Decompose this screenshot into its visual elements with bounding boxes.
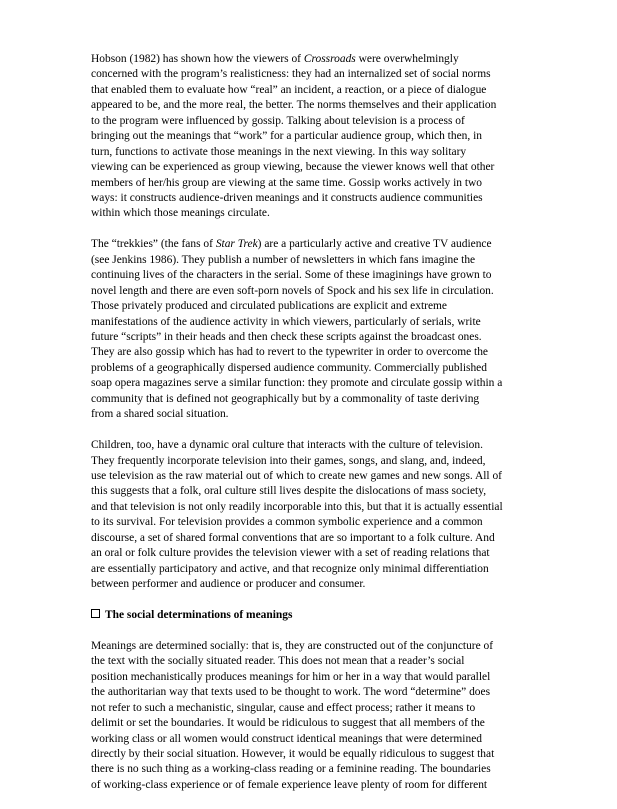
text-run: between performer and audience or producer and consumer. xyxy=(91,578,366,590)
text-line xyxy=(91,562,531,577)
text-run: Meanings are determined socially: that is, they are constructed out of the conjuncture of xyxy=(91,639,494,652)
text-line xyxy=(91,577,531,592)
text-run: ways: it constructs audience-driven meanings and it constructs audience communities xyxy=(91,191,483,204)
paragraph xyxy=(91,237,531,422)
text-line xyxy=(91,237,531,252)
text-line xyxy=(91,160,531,175)
text-run: Children, too, have a dynamic oral culture that interacts with the culture of television. xyxy=(91,439,483,452)
text-run: within which those meanings circulate. xyxy=(91,207,270,220)
text-run: They frequently incorporate television into their games, songs, and slang, and, indeed, xyxy=(91,454,486,467)
text-line xyxy=(91,469,531,484)
text-run: novel length and there are even soft-porn novels of Spock and his sex life in circulation. xyxy=(91,284,494,297)
text-line xyxy=(91,191,531,206)
text-run: are essentially participatory and active, and that recognize only minimal differentiation xyxy=(91,562,489,575)
text-run: were overwhelmingly xyxy=(355,53,459,65)
text-line xyxy=(91,129,531,144)
text-run: discourse, a set of shared formal conventions that are so important to a folk culture. And xyxy=(91,531,495,544)
text-run: to the program were influenced by gossip. Talking about television is a process of xyxy=(91,114,465,127)
italic-title: Crossroads xyxy=(303,53,356,65)
text-line xyxy=(91,515,531,530)
text-run: (see Jenkins 1986). They publish a number of newsletters in which fans imagine the xyxy=(91,253,476,266)
text-run: delimit or set the boundaries. It would be ridiculous to suggest that all members of the xyxy=(91,717,485,730)
text-run: manifestations of the audience activity in which viewers, particularly of serials, write xyxy=(91,315,481,328)
text-line xyxy=(91,639,531,654)
text-run: and that television is not only readily incorporable into this, but that it is actually essential xyxy=(91,500,503,513)
text-line xyxy=(91,361,531,376)
text-line xyxy=(91,654,531,669)
text-run: this suggests that a folk, oral culture still lives despite the dislocations of mass society, xyxy=(91,485,487,498)
text-line xyxy=(91,83,531,98)
text-line xyxy=(91,176,531,191)
paragraph xyxy=(91,639,531,793)
text-line xyxy=(91,330,531,345)
text-line xyxy=(91,98,531,113)
text-run: bringing out the meanings that “work” for a particular audience group, which then, in xyxy=(91,130,482,143)
text-run: community that is defined not geographically but by a commonality of taste deriving xyxy=(91,392,480,405)
text-run: concerned with the program’s realisticness: they had an internalized set of social norms xyxy=(91,68,491,81)
text-run: there is no such thing as a working-class reading or a feminine reading. The boundaries xyxy=(91,763,491,776)
text-line xyxy=(91,299,531,314)
text-line xyxy=(91,716,531,731)
text-line xyxy=(91,531,531,546)
text-line xyxy=(91,701,531,716)
text-run: They are also gossip which has had to revert to the typewriter in order to overcome the xyxy=(91,346,489,359)
text-line xyxy=(91,268,531,283)
text-run: not refer to such a mechanistic, singular, cause and effect process; rather it means to xyxy=(91,701,476,714)
section-heading xyxy=(91,608,531,623)
text-line xyxy=(91,392,531,407)
text-line xyxy=(91,546,531,561)
text-line xyxy=(91,284,531,299)
text-line xyxy=(91,454,531,469)
paragraph-list xyxy=(91,52,531,592)
text-run: that enabled them to evaluate how “real” an incident, a reaction, or a piece of dialogue xyxy=(91,83,487,96)
text-run: position mechanistically produces meanings for him or her in a way that would parallel xyxy=(91,670,491,683)
text-run: Hobson (1982) has shown how the viewers of xyxy=(91,53,304,65)
paragraph xyxy=(91,438,531,592)
text-run: of working-class experience or of female experience leave plenty of room for different xyxy=(91,778,488,791)
text-line xyxy=(91,778,531,793)
text-line xyxy=(91,114,531,129)
text-line xyxy=(91,747,531,762)
page-body xyxy=(91,52,531,809)
text-run: working class or all women would construct identical meanings that were determined xyxy=(91,732,482,745)
text-run: an oral or folk culture provides the television viewer with a set of reading relations that xyxy=(91,547,490,560)
text-line xyxy=(91,670,531,685)
italic-title: Star Trek xyxy=(215,238,258,251)
text-run: the text with the socially situated reader. This does not mean that a reader’s social xyxy=(91,655,465,668)
text-run: from a shared social situation. xyxy=(91,408,229,421)
text-line xyxy=(91,500,531,515)
text-run: problems of a geographically dispersed audience community. Commercially published xyxy=(91,361,487,374)
text-line xyxy=(91,315,531,330)
text-line xyxy=(91,407,531,422)
text-line xyxy=(91,52,531,67)
text-line xyxy=(91,438,531,453)
text-run: appeared to be, and the more real, the better. The norms themselves and their application xyxy=(91,99,497,112)
text-line xyxy=(91,685,531,700)
text-line xyxy=(91,345,531,360)
text-run: to its survival. For television provides a common symbolic experience and a common xyxy=(91,516,483,529)
text-run: turn, functions to activate those meanings in the next viewing. In this way solitary xyxy=(91,145,467,158)
text-run: ) are a particularly active and creative TV audience xyxy=(257,238,492,251)
text-line xyxy=(91,206,531,221)
square-bullet-icon xyxy=(91,609,100,618)
paragraph xyxy=(91,52,531,222)
text-line xyxy=(91,762,531,777)
text-run: members of her/his group are viewing at the same time. Gossip works actively in two xyxy=(91,176,483,189)
text-line xyxy=(91,67,531,82)
text-line xyxy=(91,145,531,160)
text-line xyxy=(91,732,531,747)
text-run: soap opera magazines serve a similar function: they promote and circulate gossip within a xyxy=(91,377,503,390)
section-heading-text: The social determinations of meanings xyxy=(105,608,293,621)
text-run: future “scripts” in their heads and then check these scripts against the broadcast ones. xyxy=(91,330,482,343)
text-line xyxy=(91,253,531,268)
text-run: Those privately produced and circulated publications are explicit and extreme xyxy=(91,300,448,313)
text-run: viewing can be experienced as group viewing, because the viewer knows well that other xyxy=(91,161,495,174)
text-run: use television as the raw material out of which to create new games and new songs. All of xyxy=(91,469,502,482)
text-line xyxy=(91,484,531,499)
text-line xyxy=(91,376,531,391)
text-run: continuing lives of the characters in the serial. Some of these imaginings have grown to xyxy=(91,269,492,282)
text-run: the authoritarian way that texts used to be thought to work. The word “determine” does xyxy=(91,686,491,699)
text-run: directly by their social situation. However, it would be equally ridiculous to suggest that xyxy=(91,747,495,760)
text-run: The “trekkies” (the fans of xyxy=(91,238,216,251)
